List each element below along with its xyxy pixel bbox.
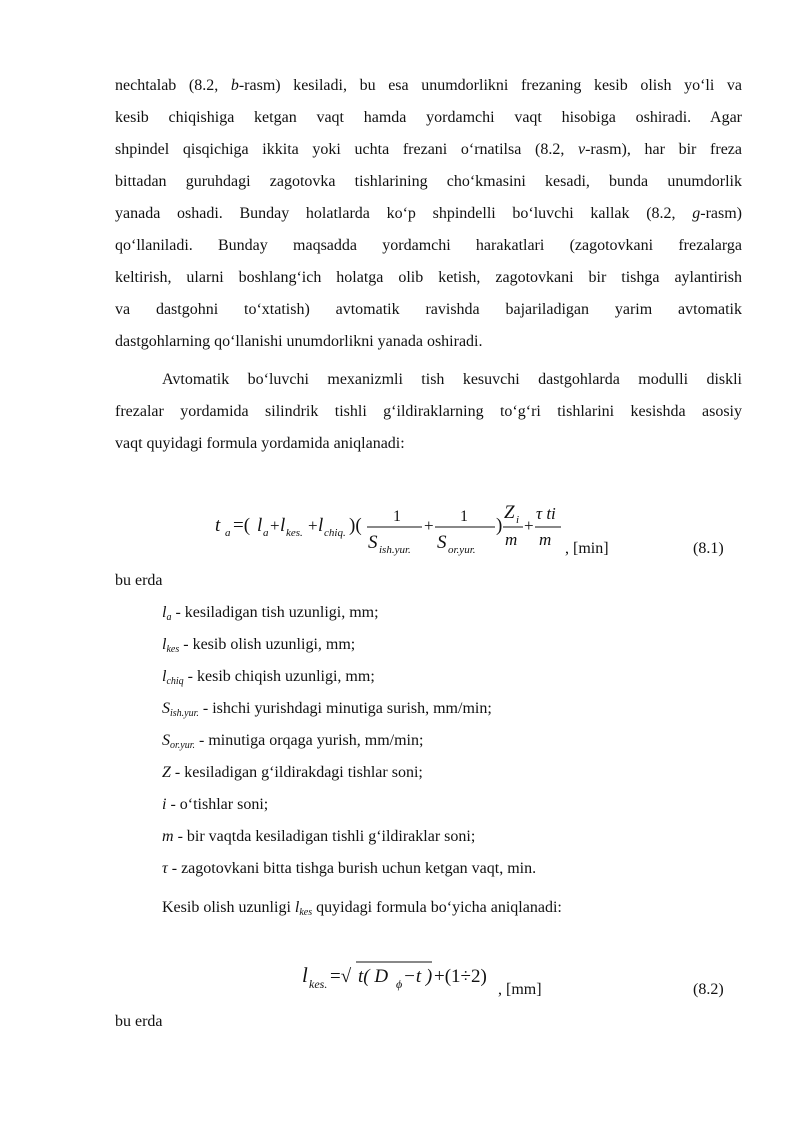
formula1-number: (8.1) — [693, 540, 724, 557]
figure-letter: g — [692, 205, 701, 222]
text-run: nechtalab (8.2, — [115, 77, 231, 94]
formula1-close: ) — [496, 515, 503, 536]
text-run: va dastgohni to‘xtatish) avtomatik ravishda bajariladigan yarim avtomatik — [115, 301, 742, 318]
definition-text: - kesiladigan g‘ildirakdagi tishlar soni; — [170, 764, 423, 781]
formula1-unit: , [min] — [565, 540, 609, 557]
formula1-plus4: + — [524, 516, 534, 535]
definition-symbol: S — [162, 700, 170, 717]
formula2-unit: , [mm] — [498, 981, 542, 998]
paragraph-2-line: vaqt quyidagi formula yordamida aniqlanadi: — [115, 435, 405, 452]
formula2-l-sub: kes. — [309, 977, 328, 991]
paragraph-1-line — [115, 70, 742, 102]
paragraph-1-line — [115, 326, 742, 358]
paragraph-2-line: frezalar yordamida silindrik tishli g‘ildiraklarning to‘g‘ri tishlarini kesishda asosiy — [115, 403, 742, 420]
formula1-l2: l — [280, 515, 286, 536]
formula1-tau-ti: τ ti — [536, 504, 556, 523]
paragraph-1-line — [115, 102, 742, 134]
kesib-text-run: quyidagi formula bo‘yicha aniqlanadi: — [312, 899, 562, 916]
text-run: keltirish, ularni boshlang‘ich holatga olib ketish, zagotovkani bir tishga aylantirish — [115, 269, 742, 286]
definition-item — [162, 693, 492, 727]
formula1-t: t — [215, 515, 221, 536]
kesib-olish-line — [162, 892, 562, 926]
paragraph-1-line — [115, 294, 742, 326]
definition-symbol: l — [162, 636, 167, 653]
formula1-Z-sub: i — [516, 514, 520, 526]
definition-item — [162, 757, 423, 789]
formula1-l1: l — [257, 515, 263, 536]
definition-subscript: kes — [166, 644, 180, 655]
figure-letter: b — [230, 77, 239, 94]
formula1-close-open: )( — [349, 515, 362, 536]
formula1-plus3: + — [424, 516, 434, 535]
paragraph-1 — [115, 70, 742, 358]
paragraph-1-line — [115, 166, 742, 198]
definition-symbol: i — [162, 796, 167, 813]
definition-text: - minutiga orqaga yurish, mm/min; — [195, 732, 424, 749]
definition-symbol: l — [162, 668, 167, 685]
definition-item — [162, 821, 475, 853]
formula1-num2: 1 — [460, 508, 468, 525]
kesib-subscript: kes — [299, 907, 313, 918]
text-run: -rasm), har bir freza — [585, 141, 743, 158]
formula1-plus1: + — [270, 516, 280, 535]
definition-text: - o‘tishlar soni; — [166, 796, 269, 813]
paragraph-2-line: Avtomatik bo‘luvchi mexanizmli tish kesuvchi dastgohlarda modulli diskli — [162, 371, 742, 388]
formula1-t-sub: a — [225, 527, 231, 539]
formula1-num1: 1 — [393, 508, 401, 525]
kesib-text-run: Kesib olish uzunligi — [162, 899, 295, 916]
formula1-l3: l — [318, 515, 324, 536]
definition-text: - zagotovkani bitta tishga burish uchun ketgan vaqt, min. — [167, 860, 537, 877]
text-run: dastgohlarning qo‘llanishi unumdorlikni yanada oshiradi. — [115, 333, 483, 350]
text-run: -rasm) — [700, 205, 742, 222]
definition-symbol: l — [162, 604, 167, 621]
definition-text: - kesib chiqish uzunligi, mm; — [183, 668, 375, 685]
definition-item — [162, 597, 379, 631]
figure-letter: v — [577, 141, 586, 158]
formula2-D-sub: ϕ — [396, 977, 403, 991]
formula1-eq: =( — [233, 515, 251, 536]
formula2-number: (8.2) — [693, 981, 724, 998]
formula2-eq: =√ — [330, 966, 352, 987]
definition-symbol: τ — [162, 860, 168, 877]
paragraph-2 — [115, 364, 742, 460]
formula1-lchiq-sub: chiq. — [324, 527, 346, 539]
kesib-symbol: l — [294, 899, 300, 916]
definition-item — [162, 725, 423, 759]
text-run: yanada oshadi. Bunday holatlarda ko‘p shpindelli bo‘luvchi kallak (8.2, — [115, 205, 693, 222]
formula1-plus2: + — [308, 516, 318, 535]
definition-text: - kesib olish uzunligi, mm; — [179, 636, 356, 653]
definition-symbol: S — [162, 732, 170, 749]
definition-item — [162, 629, 355, 663]
formula2-l: l — [302, 963, 308, 987]
text-run: kesib chiqishiga ketgan vaqt hamda yordamchi vaqt hisobiga oshiradi. Agar — [115, 109, 742, 126]
formula1-lkes-sub: kes. — [286, 527, 303, 539]
definition-subscript: chiq — [166, 676, 184, 687]
paragraph-1-line — [115, 134, 742, 166]
formula2-body: t( D — [358, 966, 389, 987]
definition-item — [162, 789, 268, 821]
bu-erda-label-1: bu erda — [115, 572, 163, 589]
definition-item — [162, 661, 375, 695]
formula2-plus-part: +(1÷2) — [434, 966, 487, 987]
formula1-S2-sub: or.yur. — [448, 544, 476, 556]
formula1-S1: S — [368, 532, 378, 553]
definition-symbol: m — [162, 828, 174, 845]
definition-item — [162, 853, 536, 885]
formula-8-2 — [300, 950, 510, 1000]
definition-text: - kesiladigan tish uzunligi, mm; — [171, 604, 379, 621]
definition-subscript: or.yur. — [170, 740, 196, 751]
definition-symbol: Z — [162, 764, 171, 781]
formula2-body2: −t ) — [403, 966, 433, 987]
text-run: qo‘llaniladi. Bunday maqsadda yordamchi harakatlari (zagotovkani frezalarga — [115, 237, 742, 254]
formula1-Z: Z — [504, 502, 515, 523]
paragraph-1-line — [115, 262, 742, 294]
definition-text: - ishchi yurishdagi minutiga surish, mm/min; — [198, 700, 492, 717]
text-run: bittadan guruhdagi zagotovka tishlarining cho‘kmasini kesadi, bunda unumdorlik — [115, 173, 742, 190]
formula1-la-sub: a — [263, 527, 269, 539]
definition-text: - bir vaqtda kesiladigan tishli g‘ildiraklar soni; — [173, 828, 476, 845]
formula1-S1-sub: ish.yur. — [379, 544, 411, 556]
formula1-S2: S — [437, 532, 447, 553]
definition-subscript: a — [166, 612, 172, 623]
paragraph-1-line — [115, 198, 742, 230]
paragraph-1-line — [115, 230, 742, 262]
formula1-m1: m — [505, 530, 518, 549]
formula1-m2: m — [539, 530, 552, 549]
definition-subscript: ish.yur. — [170, 708, 199, 719]
bu-erda-label-2: bu erda — [115, 1013, 163, 1030]
text-run: -rasm) kesiladi, bu esa unumdorlikni frezaning kesib olish yo‘li va — [238, 77, 742, 94]
text-run: shpindel qisqichiga ikkita yoki uchta frezani o‘rnatilsa (8.2, — [115, 141, 578, 158]
